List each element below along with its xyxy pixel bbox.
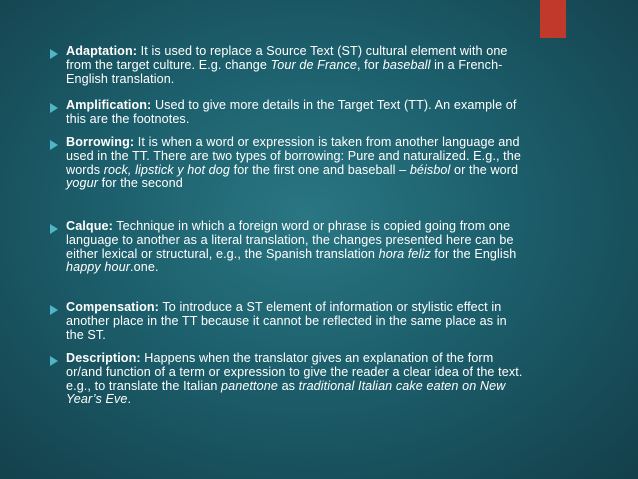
- item-text: .: [127, 392, 132, 407]
- item-text: .one.: [130, 260, 159, 275]
- term-label: Description:: [66, 351, 141, 365]
- term-label: Adaptation:: [66, 44, 138, 58]
- item-text-italic: happy hour: [66, 260, 131, 275]
- item-description: [66, 352, 526, 407]
- term-label: Calque:: [66, 219, 113, 233]
- term-label: Compensation:: [66, 300, 159, 314]
- item-text-italic: yogur: [66, 176, 99, 191]
- accent-bar: [540, 0, 566, 38]
- item-text-italic: rock, lipstick y hot dog: [103, 162, 230, 177]
- item-text: Happens when the translator gives an explanation of the form or/and function of a term or expression to give the reader a clear idea of the text. e.g., to translate the Italian: [66, 351, 523, 393]
- bullet-arrow-icon: [50, 49, 58, 59]
- item-calque: [66, 220, 526, 275]
- item-text-italic: panettone: [221, 378, 278, 393]
- item-text: for the first one and baseball –: [230, 162, 410, 177]
- item-text: or the word: [450, 162, 519, 177]
- term-label: Borrowing:: [66, 135, 135, 149]
- item-text: for the English: [430, 246, 517, 261]
- bullet-arrow-icon: [50, 140, 58, 150]
- bullet-arrow-icon: [50, 224, 58, 234]
- term-label: Amplification:: [66, 98, 152, 112]
- item-borrowing: [66, 136, 526, 191]
- item-text-italic: traditional Italian cake eaten on New Year’s Eve: [66, 378, 506, 407]
- item-text: in a French-English translation.: [66, 57, 503, 86]
- item-text: It is when a word or expression is taken from another language and used in the TT. There are two types of borrowing: Pure and naturalized. E.g., the words: [66, 135, 521, 177]
- item-text: It is used to replace a Source Text (ST) cultural element with one from the target culture. E.g. change: [66, 44, 508, 72]
- item-text: as: [277, 378, 299, 393]
- item-text-italic: baseball: [382, 57, 431, 72]
- bullet-arrow-icon: [50, 356, 58, 366]
- item-adaptation: [66, 45, 526, 86]
- item-compensation: [66, 301, 526, 342]
- item-text-italic: Tour de France: [270, 57, 357, 72]
- item-text: , for: [356, 57, 383, 72]
- item-text-italic: hora feliz: [378, 246, 431, 261]
- bullet-arrow-icon: [50, 103, 58, 113]
- bullet-arrow-icon: [50, 305, 58, 315]
- item-amplification: [66, 99, 526, 127]
- item-text: Used to give more details in the Target Text (TT). An example of this are the footnotes.: [66, 98, 517, 126]
- item-text: for the second: [98, 176, 183, 191]
- item-text: Technique in which a foreign word or phrase is copied going from one language to another as a literal translation, the changes presented here can be either lexical or structural, e.g., the Spanish translation: [66, 219, 514, 261]
- item-text-italic: béisbol: [409, 162, 451, 177]
- item-text: To introduce a ST element of information or stylistic effect in another place in the TT because it cannot be reflected in the same place as in the ST.: [66, 300, 507, 342]
